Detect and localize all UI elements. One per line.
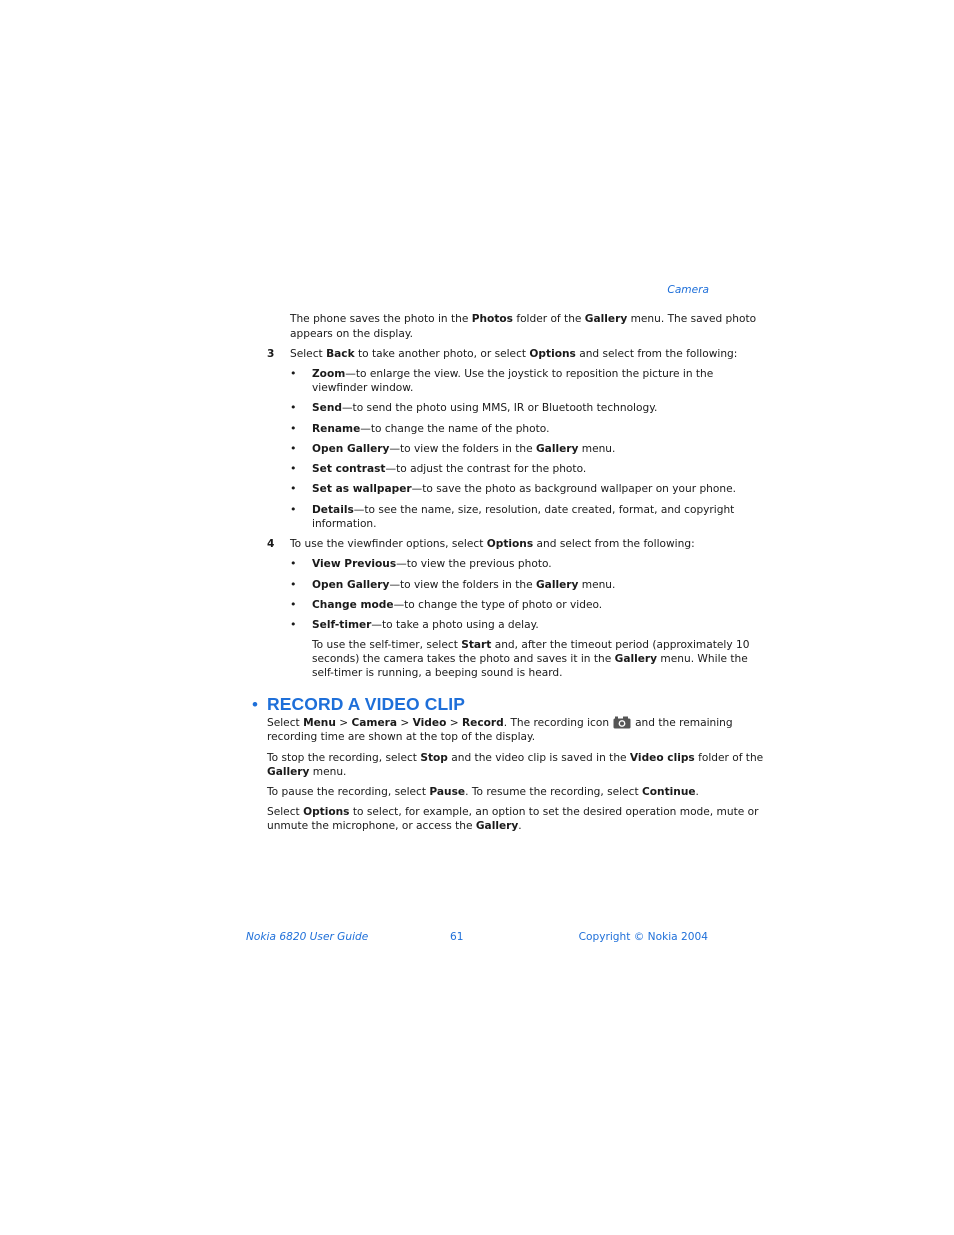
step-number: 4 [267,538,275,550]
page-number: 61 [450,931,464,943]
record-para-4-line-2: unmute the microphone, or access the Gallery. [267,820,522,832]
bullet: • [290,557,297,570]
bullet: • [290,367,297,380]
intro-line-2: appears on the display. [290,328,413,340]
record-para-2-line-1: To stop the recording, select Stop and the video clip is saved in the Video clips folder of the [267,752,764,764]
step-number: 3 [267,348,275,360]
footer-guide-title: Nokia 6820 User Guide [246,931,369,943]
record-para-2-line-2: Gallery menu. [267,766,347,778]
record-para-3: To pause the recording, select Pause. To resume the recording, select Continue. [267,786,699,798]
step-3-text: Select Back to take another photo, or select Options and select from the following: [290,348,738,360]
bullet: • [290,422,297,435]
self-timer-note-line-1: To use the self-timer, select Start and, after the timeout period (approximately 10 [312,639,750,651]
bullet: • [290,578,297,591]
self-timer-note-line-3: self-timer is running, a beeping sound is heard. [312,667,563,679]
self-timer-note-line-2: seconds) the camera takes the photo and saves it in the Gallery menu. While the [312,653,748,665]
list-item: Open Gallery—to view the folders in the Gallery menu. [312,579,616,591]
step-4-text: To use the viewfinder options, select Options and select from the following: [290,538,695,550]
bullet: • [290,598,297,611]
list-item-continuation: information. [312,518,377,530]
video-recording-icon [613,716,631,729]
section-heading: RECORD A VIDEO CLIP [267,694,465,714]
list-item: Zoom—to enlarge the view. Use the joystick to reposition the picture in the [312,368,714,380]
list-item: Details—to see the name, size, resolution, date created, format, and copyright [312,504,735,516]
bullet: • [290,503,297,516]
list-item: Set as wallpaper—to save the photo as background wallpaper on your phone. [312,483,736,495]
heading-bullet: • [252,695,258,714]
list-item: Send—to send the photo using MMS, IR or Bluetooth technology. [312,402,658,414]
bullet: • [290,401,297,414]
bullet: • [290,442,297,455]
footer-copyright: Copyright © Nokia 2004 [578,931,708,943]
list-item: Self-timer—to take a photo using a delay. [312,619,539,631]
record-para-1-line-2: recording time are shown at the top of the display. [267,731,536,743]
list-item: Open Gallery—to view the folders in the Gallery menu. [312,443,616,455]
bullet: • [290,482,297,495]
bullet: • [290,618,297,631]
running-header: Camera [667,284,709,296]
record-para-4-line-1: Select Options to select, for example, an option to set the desired operation mode, mute or [267,806,759,818]
intro-line-1: The phone saves the photo in the Photos folder of the Gallery menu. The saved photo [290,313,757,325]
list-item-continuation: viewfinder window. [312,382,414,394]
record-para-1-line-1: Select Menu > Camera > Video > Record. The recording icon and the remaining [267,717,733,729]
list-item: Rename—to change the name of the photo. [312,423,550,435]
bullet: • [290,462,297,475]
list-item: Set contrast—to adjust the contrast for the photo. [312,463,587,475]
list-item: Change mode—to change the type of photo or video. [312,599,603,611]
list-item: View Previous—to view the previous photo. [312,558,552,570]
